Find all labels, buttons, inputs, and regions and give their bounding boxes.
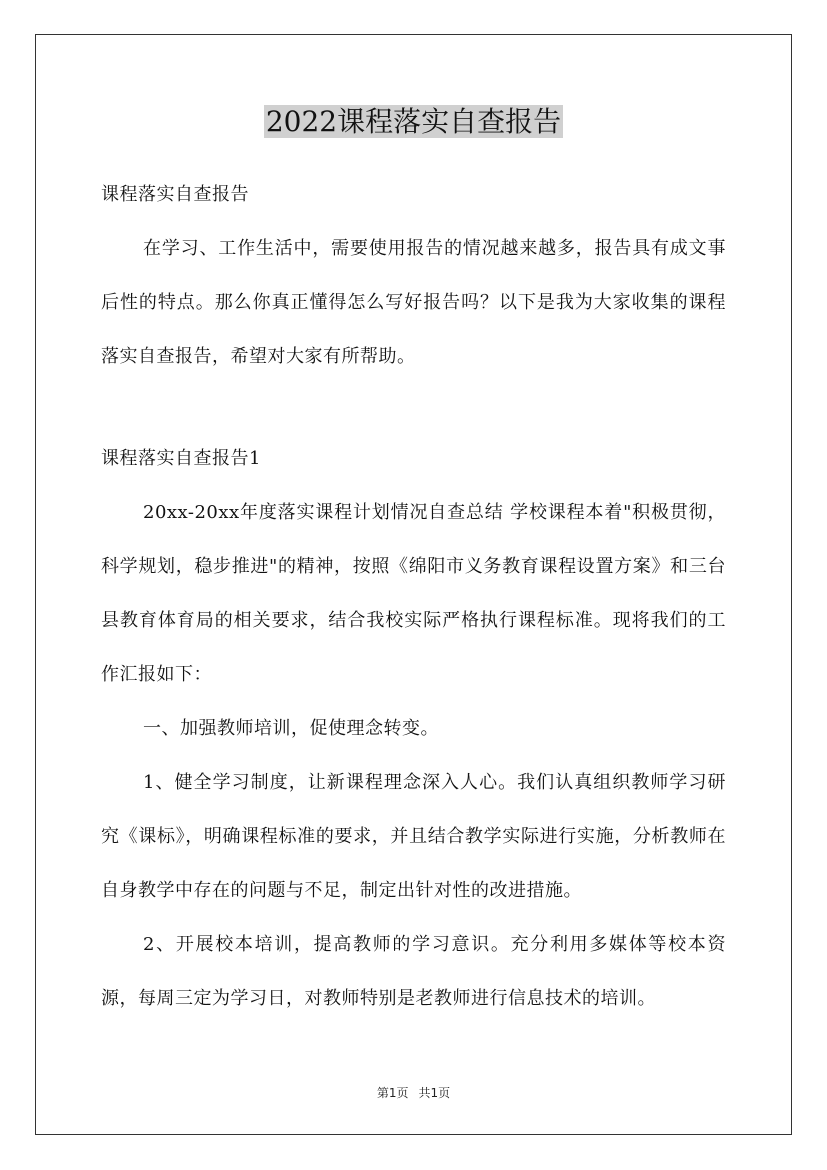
- document-title: [0, 102, 827, 142]
- paragraph-gap: [101, 384, 726, 432]
- body-paragraph: 1、健全学习制度，让新课程理念深入人心。我们认真组织教师学习研究《课标》，明确课程标准的要求，并且结合教学实际进行实施，分析教师在自身教学中存在的问题与不足，制定出针对性的改进措施。: [101, 772, 726, 901]
- section-heading: 课程落实自查报告: [101, 184, 249, 205]
- title-text: 2022课程落实自查报告: [265, 105, 562, 138]
- page-footer: [0, 1084, 827, 1101]
- document-body: [101, 168, 726, 1026]
- report-heading: 课程落实自查报告1: [101, 448, 261, 469]
- body-paragraph: 20xx-20xx年度落实课程计划情况自查总结 学校课程本着"积极贯彻，科学规划，稳步推进"的精神，按照《绵阳市义务教育课程设置方案》和三台县教育体育局的相关要求，结合我校实际严格执行课程标准。现将我们的工作汇报如下：: [101, 502, 726, 685]
- page-number: 第1页: [376, 1086, 409, 1100]
- body-paragraph: 2、开展校本培训，提高教师的学习意识。充分利用多媒体等校本资源，每周三定为学习日，对教师特别是老教师进行信息技术的培训。: [101, 934, 726, 1009]
- subsection-heading: 一、加强教师培训，促使理念转变。: [143, 718, 439, 739]
- intro-paragraph: 在学习、工作生活中，需要使用报告的情况越来越多，报告具有成文事后性的特点。那么你真正懂得怎么写好报告吗？以下是我为大家收集的课程落实自查报告，希望对大家有所帮助。: [101, 238, 726, 367]
- page-count: 共1页: [418, 1086, 451, 1100]
